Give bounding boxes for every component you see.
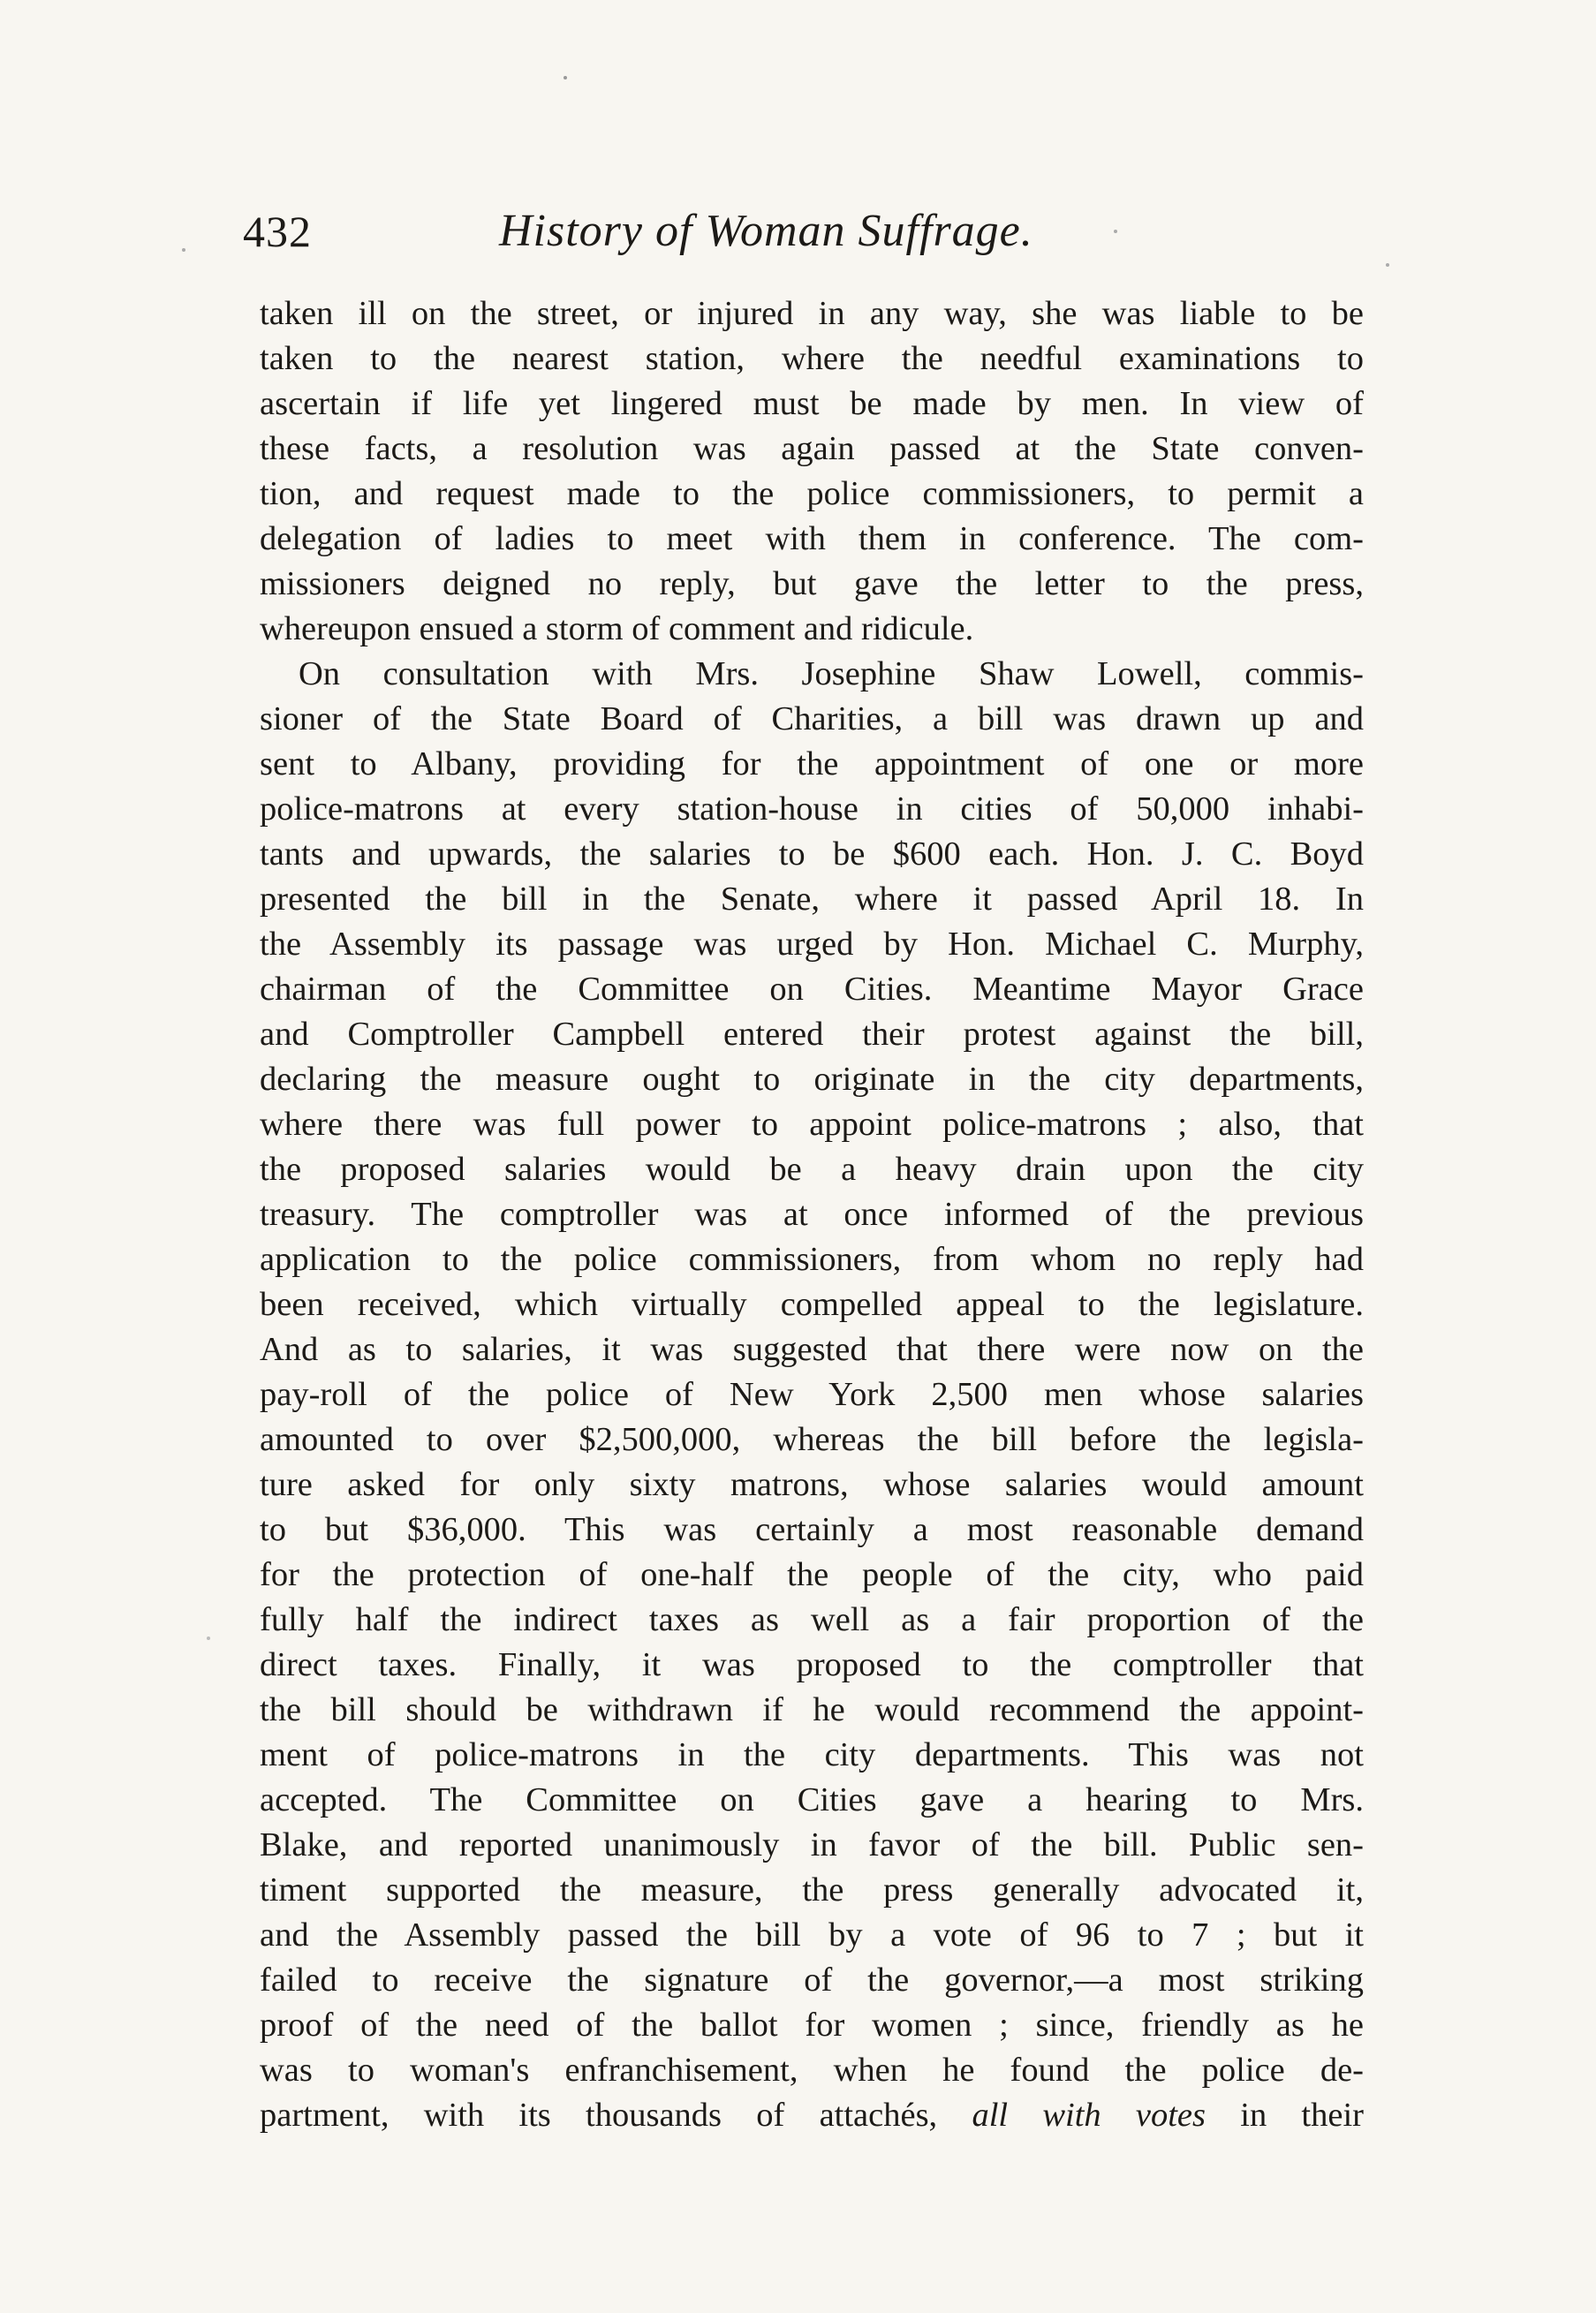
paper-speck — [564, 76, 567, 79]
text-line: for the protection of one-half the people of the city, who paid — [260, 1556, 1364, 1593]
paper-speck — [207, 1636, 210, 1640]
text-line: accepted. The Committee on Cities gave a hearing to Mrs. — [260, 1781, 1364, 1818]
paper-speck — [182, 248, 185, 252]
text-line: tion, and request made to the police commissioners, to permit a — [260, 475, 1364, 512]
text-line: tants and upwards, the salaries to be $600 each. Hon. J. C. Boyd — [260, 835, 1364, 873]
text-line: timent supported the measure, the press generally advocated it, — [260, 1871, 1364, 1909]
text-line: taken to the nearest station, where the needful examinations to — [260, 340, 1364, 377]
paragraph-start-line: On consultation with Mrs. Josephine Shaw Lowell, commis- — [299, 655, 1364, 692]
text-line: application to the police commissioners, from whom no reply had — [260, 1241, 1364, 1278]
text-line: police-matrons at every station-house in cities of 50,000 inhabi- — [260, 790, 1364, 828]
text-line: chairman of the Committee on Cities. Meantime Mayor Grace — [260, 971, 1364, 1008]
text-line: presented the bill in the Senate, where it passed April 18. In — [260, 881, 1364, 918]
page-number: 432 — [243, 207, 312, 256]
final-text-line — [260, 2093, 1364, 2138]
text-line: been received, which virtually compelled appeal to the legislature. — [260, 1286, 1364, 1323]
text-line: taken ill on the street, or injured in any way, she was liable to be — [260, 295, 1364, 332]
text-line: ascertain if life yet lingered must be made by men. In view of — [260, 385, 1364, 422]
text-line: missioners deigned no reply, but gave the letter to the press, — [260, 565, 1364, 602]
text-line: and the Assembly passed the bill by a vote of 96 to 7 ; but it — [260, 1916, 1364, 1954]
text-line: was to woman's enfranchisement, when he found the police de- — [260, 2052, 1364, 2089]
italic-emphasis: all with votes — [972, 2097, 1206, 2134]
text-line: ture asked for only sixty matrons, whose salaries would amount — [260, 1466, 1364, 1503]
text-line: failed to receive the signature of the governor,—a most striking — [260, 1962, 1364, 1999]
text-line: the Assembly its passage was urged by Hon. Michael C. Murphy, — [260, 926, 1364, 963]
text-line: proof of the need of the ballot for women ; since, friendly as he — [260, 2007, 1364, 2044]
text-line: Blake, and reported unanimously in favor of the bill. Public sen- — [260, 1826, 1364, 1863]
text-line: declaring the measure ought to originate in the city departments, — [260, 1061, 1364, 1098]
running-head — [243, 205, 1365, 276]
text-line: the bill should be withdrawn if he would recommend the appoint- — [260, 1691, 1364, 1728]
text-line: and Comptroller Campbell entered their protest against the bill, — [260, 1016, 1364, 1053]
text-line: ment of police-matrons in the city departments. This was not — [260, 1736, 1364, 1773]
text-line: where there was full power to appoint police-matrons ; also, that — [260, 1106, 1364, 1143]
text-line: delegation of ladies to meet with them in conference. The com- — [260, 520, 1364, 557]
text-line: these facts, a resolution was again passed at the State conven- — [260, 430, 1364, 467]
running-title: History of Woman Suffrage. — [499, 206, 1033, 256]
paragraph-end-line: whereupon ensued a storm of comment and ridicule. — [260, 610, 974, 647]
text-line: amounted to over $2,500,000, whereas the bill before the legisla- — [260, 1421, 1364, 1458]
text-line: sioner of the State Board of Charities, a bill was drawn up and — [260, 700, 1364, 737]
final-line-end: in their — [1206, 2097, 1364, 2134]
text-line: pay-roll of the police of New York 2,500 men whose salaries — [260, 1376, 1364, 1413]
text-line: to but $36,000. This was certainly a most reasonable demand — [260, 1511, 1364, 1548]
text-line: sent to Albany, providing for the appointment of one or more — [260, 745, 1364, 782]
text-line: And as to salaries, it was suggested that there were now on the — [260, 1331, 1364, 1368]
paper-speck — [1386, 263, 1389, 267]
body-text — [260, 291, 1364, 2138]
text-line: direct taxes. Finally, it was proposed to the comptroller that — [260, 1646, 1364, 1683]
text-line: the proposed salaries would be a heavy drain upon the city — [260, 1151, 1364, 1188]
final-line-start: partment, with its thousands of attachés, — [260, 2097, 972, 2134]
text-line: fully half the indirect taxes as well as a fair proportion of the — [260, 1601, 1364, 1638]
text-line: treasury. The comptroller was at once informed of the previous — [260, 1196, 1364, 1233]
